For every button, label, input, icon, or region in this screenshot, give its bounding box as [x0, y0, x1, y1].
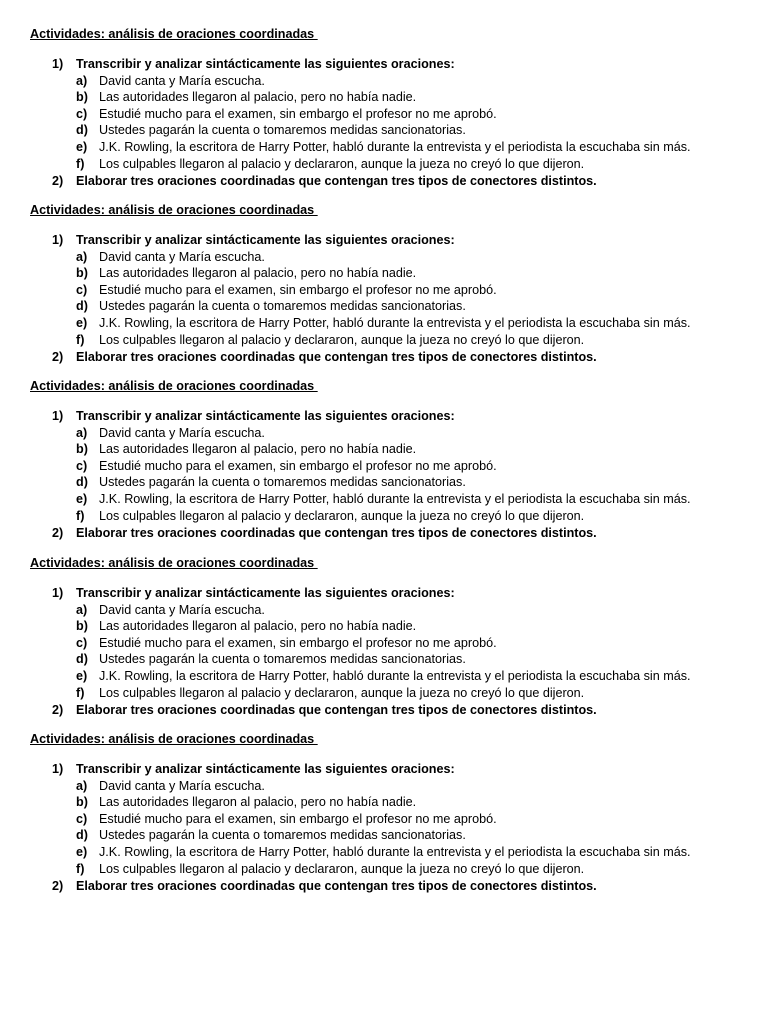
question-1-text: Transcribir y analizar sintácticamente las siguientes oraciones: [76, 57, 455, 71]
question-2-number: 2) [52, 879, 64, 893]
question-2-number: 2) [52, 526, 64, 540]
item-letter: f) [76, 686, 85, 700]
item-sentence: Ustedes pagarán la cuenta o tomaremos medidas sancionatorias. [99, 123, 466, 137]
item-letter: a) [76, 73, 88, 88]
item-letter: b) [76, 619, 88, 633]
item-letter: a) [76, 602, 88, 617]
item-sentence: Estudié mucho para el examen, sin embargo el profesor no me aprobó. [99, 458, 497, 473]
question-2-text: Elaborar tres oraciones coordinadas que contengan tres tipos de conectores distintos. [76, 526, 597, 540]
item-sentence: J.K. Rowling, la escritora de Harry Potter, habló durante la entrevista y el periodista la escuchaba sin más. [99, 492, 691, 506]
item-letter: d) [76, 828, 88, 842]
item-letter: d) [76, 652, 88, 666]
activity-title: Actividades: análisis de oraciones coordinadas [30, 27, 318, 41]
question-1-number: 1) [52, 762, 64, 776]
item-letter: e) [76, 140, 88, 154]
item-letter: a) [76, 778, 88, 793]
item-sentence: Los culpables llegaron al palacio y declararon, aunque la jueza no creyó lo que dijeron. [99, 862, 585, 876]
item-sentence: Estudié mucho para el examen, sin embargo el profesor no me aprobó. [99, 635, 497, 650]
item-letter: f) [76, 333, 85, 347]
item-sentence: J.K. Rowling, la escritora de Harry Potter, habló durante la entrevista y el periodista la escuchaba sin más. [99, 316, 691, 330]
question-2-text: Elaborar tres oraciones coordinadas que contengan tres tipos de conectores distintos. [76, 350, 597, 364]
question-1-number: 1) [52, 409, 64, 423]
activity-title: Actividades: análisis de oraciones coordinadas [30, 556, 318, 570]
item-sentence: Ustedes pagarán la cuenta o tomaremos medidas sancionatorias. [99, 299, 466, 313]
question-1-text: Transcribir y analizar sintácticamente las siguientes oraciones: [76, 233, 455, 247]
item-sentence: Las autoridades llegaron al palacio, pero no había nadie. [99, 795, 417, 809]
item-sentence: David canta y María escucha. [99, 73, 265, 88]
item-letter: b) [76, 442, 88, 456]
activity-title: Actividades: análisis de oraciones coordinadas [30, 379, 318, 393]
question-2-text: Elaborar tres oraciones coordinadas que contengan tres tipos de conectores distintos. [76, 174, 597, 188]
item-letter: c) [76, 635, 88, 650]
item-letter: c) [76, 458, 88, 473]
item-sentence: Estudié mucho para el examen, sin embargo el profesor no me aprobó. [99, 282, 497, 297]
item-sentence: David canta y María escucha. [99, 249, 265, 264]
item-letter: e) [76, 669, 88, 683]
question-1-text: Transcribir y analizar sintácticamente las siguientes oraciones: [76, 762, 455, 776]
item-sentence: Ustedes pagarán la cuenta o tomaremos medidas sancionatorias. [99, 652, 466, 666]
question-2-text: Elaborar tres oraciones coordinadas que contengan tres tipos de conectores distintos. [76, 703, 597, 717]
item-letter: d) [76, 299, 88, 313]
item-sentence: David canta y María escucha. [99, 602, 265, 617]
item-sentence: Los culpables llegaron al palacio y declararon, aunque la jueza no creyó lo que dijeron. [99, 686, 585, 700]
item-letter: b) [76, 90, 88, 104]
question-2-number: 2) [52, 174, 64, 188]
item-sentence: Las autoridades llegaron al palacio, pero no había nadie. [99, 266, 417, 280]
item-sentence: Las autoridades llegaron al palacio, pero no había nadie. [99, 90, 417, 104]
item-sentence: Ustedes pagarán la cuenta o tomaremos medidas sancionatorias. [99, 828, 466, 842]
item-sentence: David canta y María escucha. [99, 778, 265, 793]
question-1-text: Transcribir y analizar sintácticamente las siguientes oraciones: [76, 409, 455, 423]
item-sentence: Los culpables llegaron al palacio y declararon, aunque la jueza no creyó lo que dijeron. [99, 509, 585, 523]
item-letter: f) [76, 509, 85, 523]
item-letter: a) [76, 249, 88, 264]
item-letter: c) [76, 282, 88, 297]
item-sentence: Los culpables llegaron al palacio y declararon, aunque la jueza no creyó lo que dijeron. [99, 157, 585, 171]
item-letter: d) [76, 123, 88, 137]
item-sentence: Estudié mucho para el examen, sin embargo el profesor no me aprobó. [99, 106, 497, 121]
item-letter: f) [76, 157, 85, 171]
item-sentence: Las autoridades llegaron al palacio, pero no había nadie. [99, 442, 417, 456]
item-sentence: David canta y María escucha. [99, 425, 265, 440]
activity-title: Actividades: análisis de oraciones coordinadas [30, 732, 318, 746]
activity-title: Actividades: análisis de oraciones coordinadas [30, 203, 318, 217]
item-letter: a) [76, 425, 88, 440]
item-letter: c) [76, 106, 88, 121]
question-1-text: Transcribir y analizar sintácticamente las siguientes oraciones: [76, 586, 455, 600]
question-1-number: 1) [52, 233, 64, 247]
item-letter: b) [76, 795, 88, 809]
item-letter: f) [76, 862, 85, 876]
question-1-number: 1) [52, 57, 64, 71]
item-letter: b) [76, 266, 88, 280]
question-2-number: 2) [52, 350, 64, 364]
item-sentence: Los culpables llegaron al palacio y declararon, aunque la jueza no creyó lo que dijeron. [99, 333, 585, 347]
item-sentence: J.K. Rowling, la escritora de Harry Potter, habló durante la entrevista y el periodista la escuchaba sin más. [99, 669, 691, 683]
item-letter: e) [76, 845, 88, 859]
question-2-number: 2) [52, 703, 64, 717]
question-2-text: Elaborar tres oraciones coordinadas que contengan tres tipos de conectores distintos. [76, 879, 597, 893]
item-sentence: J.K. Rowling, la escritora de Harry Potter, habló durante la entrevista y el periodista la escuchaba sin más. [99, 845, 691, 859]
item-letter: d) [76, 475, 88, 489]
item-letter: e) [76, 492, 88, 506]
item-sentence: J.K. Rowling, la escritora de Harry Potter, habló durante la entrevista y el periodista la escuchaba sin más. [99, 140, 691, 154]
question-1-number: 1) [52, 586, 64, 600]
item-letter: e) [76, 316, 88, 330]
item-letter: c) [76, 811, 88, 826]
item-sentence: Ustedes pagarán la cuenta o tomaremos medidas sancionatorias. [99, 475, 466, 489]
item-sentence: Las autoridades llegaron al palacio, pero no había nadie. [99, 619, 417, 633]
item-sentence: Estudié mucho para el examen, sin embargo el profesor no me aprobó. [99, 811, 497, 826]
